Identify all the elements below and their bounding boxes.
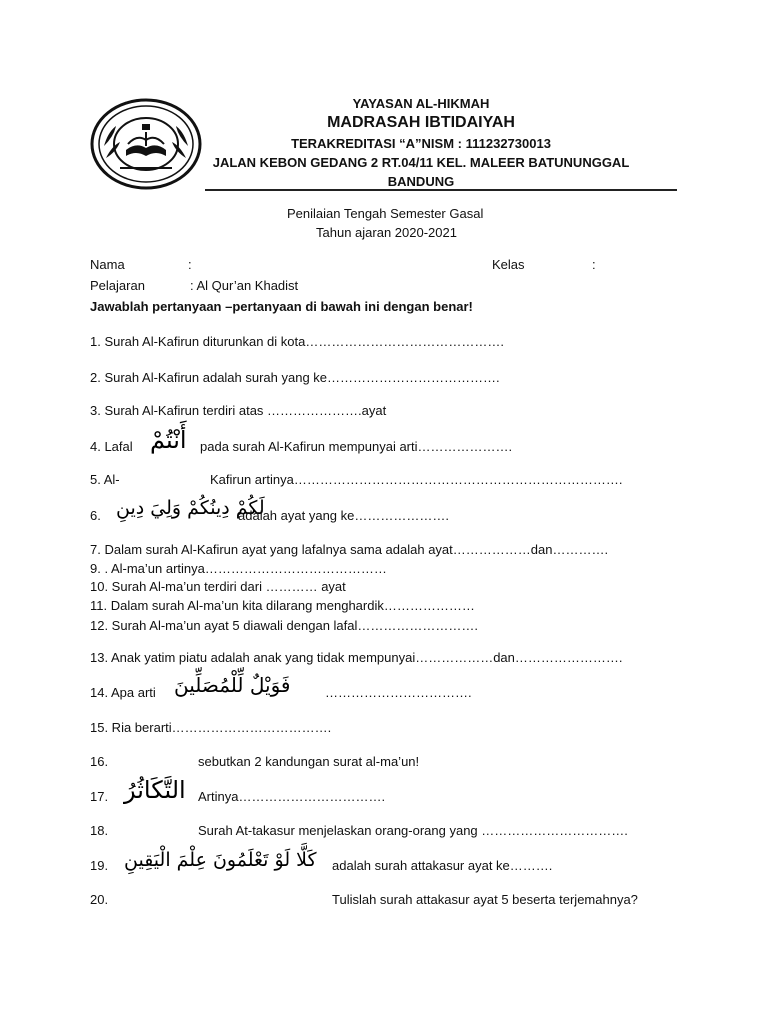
city: BANDUNG [387,174,455,189]
question-16-number: 16. [90,754,109,769]
question-4-number: 4. Lafal [90,439,133,454]
question-10: 10. Surah Al-ma’un terdiri dari ………… ayat [90,579,346,594]
question-4-arabic: أَنْتُمْ [150,426,187,454]
question-20-number: 20. [90,892,109,907]
question-6-text: adalah ayat yang ke…………………. [238,508,449,523]
question-14-arabic: فَوَيْلٌ لِّلْمُصَلِّينَ [174,673,291,697]
question-17-text: Artinya……………………………. [198,789,386,804]
school-name: MADRASAH IBTIDAIYAH [327,114,515,131]
class-colon: : [592,257,596,272]
question-11: 11. Dalam surah Al-ma’un kita dilarang menghardik………………… [90,598,475,613]
question-6-number: 6. [90,508,101,523]
question-1: 1. Surah Al-Kafirun diturunkan di kota………………………………………. [90,334,504,349]
class-label: Kelas [492,257,525,272]
question-19-text: adalah surah attakasur ayat ke………. [332,858,553,873]
question-16-text: sebutkan 2 kandungan surat al-ma’un! [198,754,420,769]
question-13: 13. Anak yatim piatu adalah anak yang tidak mempunyai………………dan……………………. [90,650,623,665]
subject-label: Pelajaran [90,278,145,293]
question-9: 9. . Al-ma’un artinya…………………………………… [90,561,387,576]
question-5-text: Kafirun artinya…………………………………………………………………. [210,472,623,487]
question-6-arabic: لَكُمْ دِينُكُمْ وَلِيَ دِينِ [116,497,265,519]
exam-year: Tahun ajaran 2020-2021 [316,225,457,240]
question-15: 15. Ria berarti………………………………. [90,720,332,735]
subject-value: : Al Qur’an Khadist [190,278,299,293]
question-5-number: 5. Al- [90,472,120,487]
accreditation: TERAKREDITASI “A”NISM : 111232730013 [291,136,551,151]
question-2: 2. Surah Al-Kafirun adalah surah yang ke…………………………………. [90,370,500,385]
question-18-number: 18. [90,823,109,838]
question-19-arabic: كَلَّا لَوْ تَعْلَمُونَ عِلْمَ الْيَقِينِ [124,849,317,871]
question-4-text: pada surah Al-Kafirun mempunyai arti…………………. [200,439,513,454]
address: JALAN KEBON GEDANG 2 RT.04/11 KEL. MALEER BATUNUNGGAL [212,155,630,170]
question-18-text: Surah At-takasur menjelaskan orang-orang yang ……………………………. [198,823,628,838]
question-14-text: ……………………………. [325,685,472,700]
name-colon: : [188,257,192,272]
question-12: 12. Surah Al-ma’un ayat 5 diawali dengan lafal………………………. [90,618,479,633]
question-14-number: 14. Apa arti [90,685,156,700]
question-3: 3. Surah Al-Kafirun terdiri atas ………………….ayat [90,403,387,418]
question-17-number: 17. [90,789,109,804]
name-label: Nama [90,257,125,272]
letterhead-divider [205,189,677,191]
question-7: 7. Dalam surah Al-Kafirun ayat yang lafalnya sama adalah ayat………………dan…………. [90,542,609,557]
question-20-text: Tulislah surah attakasur ayat 5 beserta terjemahnya? [332,892,638,907]
foundation-name: YAYASAN AL-HIKMAH [352,96,490,111]
question-17-arabic: التَّكَاثُرُ [124,776,186,804]
exam-title: Penilaian Tengah Semester Gasal [287,206,484,221]
instruction: Jawablah pertanyaan –pertanyaan di bawah ini dengan benar! [90,299,473,314]
question-19-number: 19. [90,858,109,873]
